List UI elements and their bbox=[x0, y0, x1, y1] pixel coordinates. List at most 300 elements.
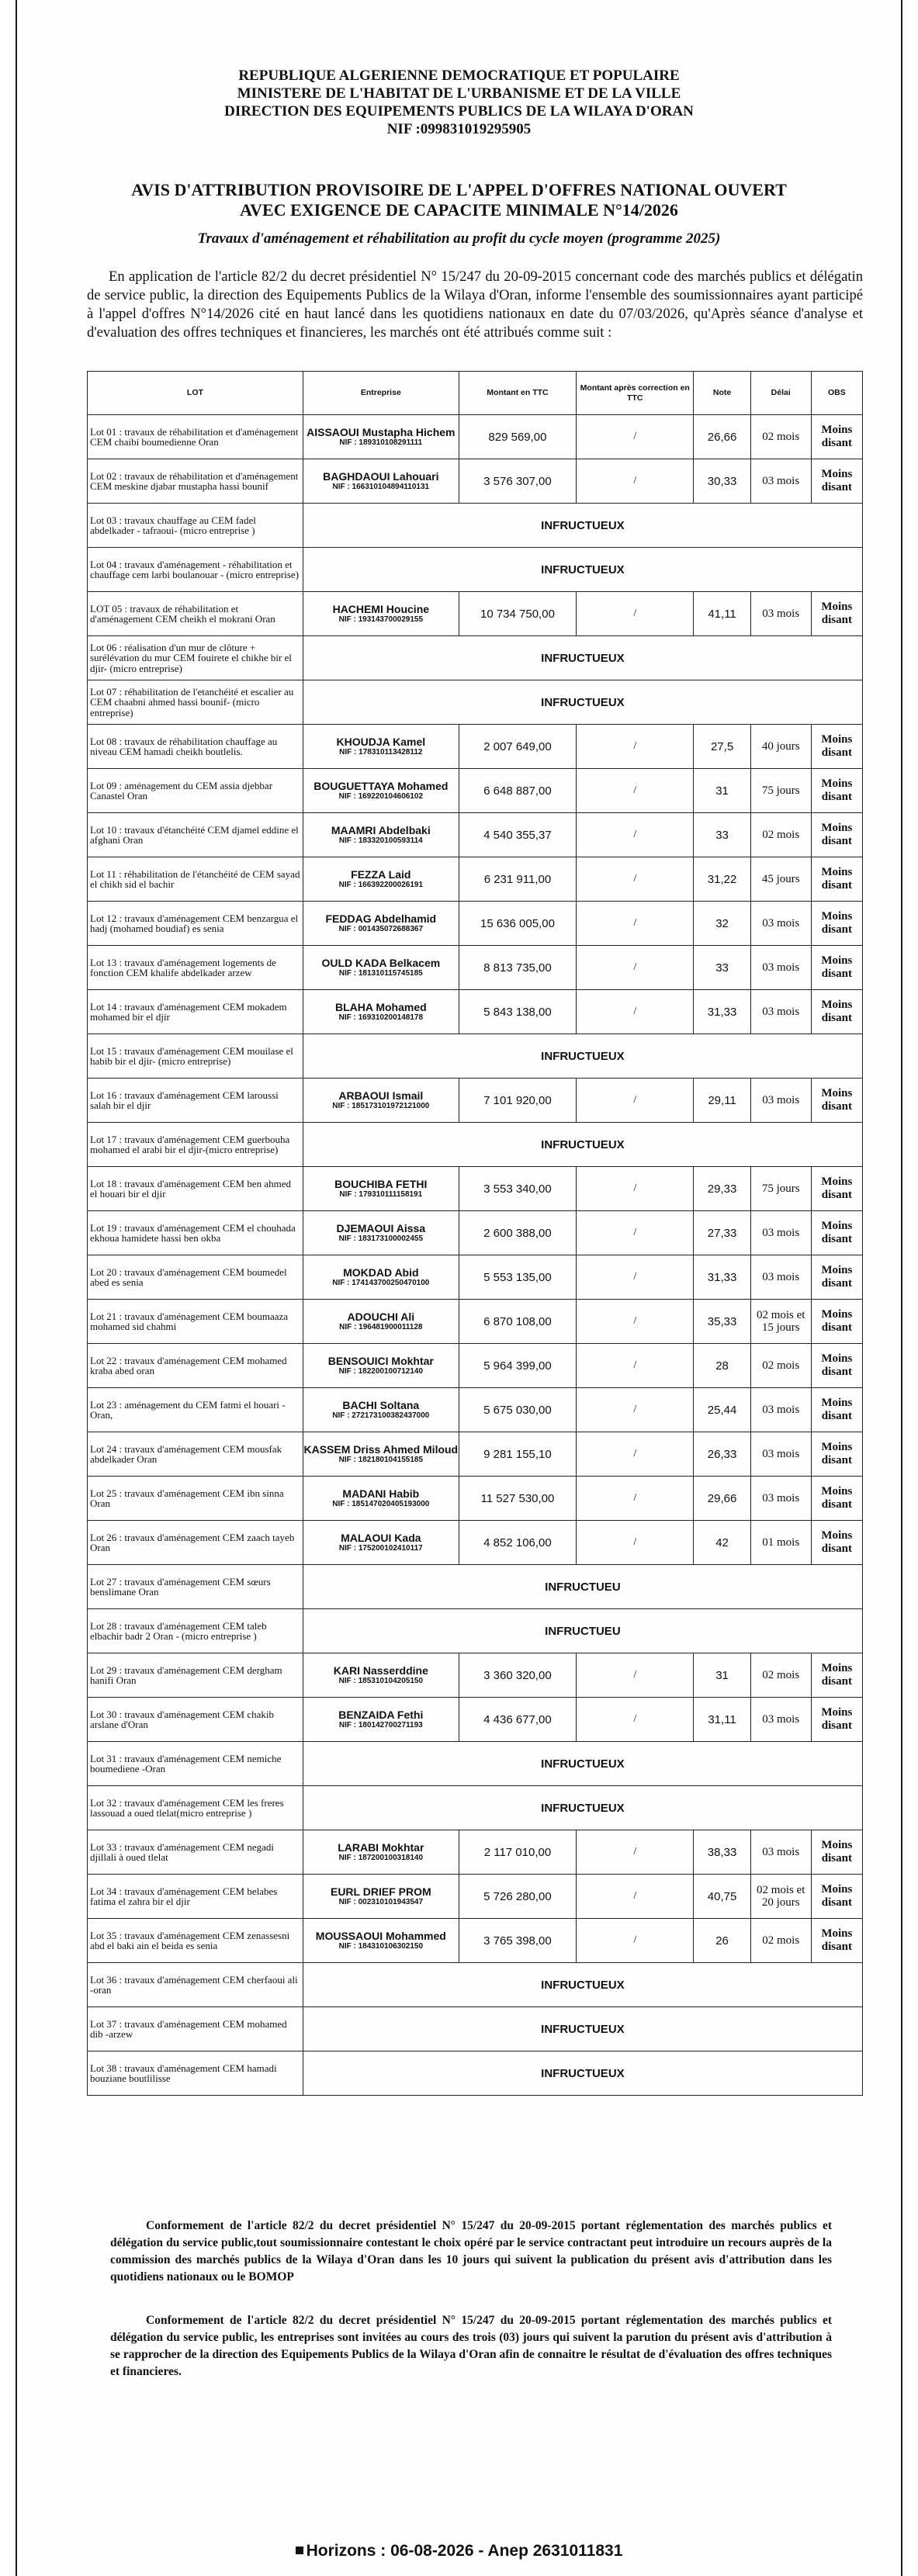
montant-cell: 4 852 106,00 bbox=[459, 1521, 576, 1565]
evaluation-paragraph: Conformement de l'article 82/2 du decret présidentiel N° 15/247 du 20-09-2015 portant réglementation des marchés publics et délégation du service public, les entreprises sont invitées au cours des trois (03) jours qui suivent la parution du présent avis d'attribution à se rapprocher de la direction des Equipements Publics de la Wilaya d'Oran afin de connaitre le résultat de d'évaluation des offres techniques et financieres. bbox=[110, 2314, 832, 2378]
lot-description: Lot 34 : travaux d'aménagement CEM belabes fatima el zahra bir el djir bbox=[88, 1875, 303, 1919]
note-cell: 31,11 bbox=[694, 1698, 750, 1742]
entreprise-nif: NIF : 189310108291111 bbox=[339, 438, 423, 447]
table-row bbox=[88, 1388, 863, 1432]
entreprise-cell bbox=[303, 459, 459, 504]
avis-title bbox=[17, 180, 901, 220]
obs-cell: Moins disant bbox=[811, 1167, 862, 1211]
montant-cell: 3 765 398,00 bbox=[459, 1919, 576, 1963]
correction-cell: / bbox=[577, 1919, 694, 1963]
correction-cell: / bbox=[577, 725, 694, 769]
delai-cell: 02 mois bbox=[750, 1653, 811, 1698]
entreprise-nif: NIF : 182200100712140 bbox=[338, 1367, 424, 1376]
entreprise-name: ARBAOUI Ismail bbox=[338, 1089, 424, 1102]
entreprise-nif: NIF : 174143700250470100 bbox=[332, 1279, 430, 1287]
table-row bbox=[88, 592, 863, 636]
table-row bbox=[88, 1742, 863, 1786]
lot-description: Lot 36 : travaux d'aménagement CEM cherfaoui ali -oran bbox=[88, 1963, 303, 2007]
table-row bbox=[88, 1255, 863, 1300]
table-row bbox=[88, 1521, 863, 1565]
obs-cell: Moins disant bbox=[811, 1079, 862, 1123]
entreprise-name: MALAOUI Kada bbox=[341, 1532, 421, 1544]
lot-description: Lot 23 : aménagement du CEM fatmi el houari -Oran, bbox=[88, 1388, 303, 1432]
recours-paragraph: Conformement de l'article 82/2 du decret présidentiel N° 15/247 du 20-09-2015 portant réglementation des marchés publics et délégation du service public,tout soumissionnaire contestant le choix opéré par le service contractant peut introduire un recours auprès de la commission des marchés publics de la Wilaya d'Oran dans les 10 jours qui suivent la publication du présent avis d'attribution dans les quotidiens nationaux ou le BOMOP bbox=[110, 2219, 832, 2283]
delai-cell: 02 mois bbox=[750, 1344, 811, 1388]
avis-title-line1: AVIS D'ATTRIBUTION PROVISOIRE DE L'APPEL D'OFFRES NATIONAL OUVERT bbox=[131, 180, 787, 199]
entreprise-nif: NIF : 187200100318140 bbox=[338, 1854, 424, 1862]
entreprise-nif: NIF : 184310106302150 bbox=[338, 1942, 424, 1951]
entreprise-cell bbox=[303, 769, 459, 813]
ministry-line: MINISTERE DE L'HABITAT DE L'URBANISME ET DE LA VILLE bbox=[237, 85, 681, 102]
montant-cell: 9 281 155,10 bbox=[459, 1432, 576, 1477]
table-row bbox=[88, 1344, 863, 1388]
montant-cell: 11 527 530,00 bbox=[459, 1477, 576, 1521]
entreprise-name: KARI Nasserddine bbox=[333, 1664, 428, 1677]
note-cell: 27,5 bbox=[694, 725, 750, 769]
delai-cell: 75 jours bbox=[750, 769, 811, 813]
montant-cell: 3 360 320,00 bbox=[459, 1653, 576, 1698]
lot-description: Lot 10 : travaux d'étanchéité CEM djamel eddine el afghani Oran bbox=[88, 813, 303, 857]
header-entreprise: Entreprise bbox=[303, 372, 459, 415]
note-cell: 25,44 bbox=[694, 1388, 750, 1432]
lot-description: Lot 18 : travaux d'aménagement CEM ben ahmed el houari bir el djir bbox=[88, 1167, 303, 1211]
obs-cell: Moins disant bbox=[811, 990, 862, 1034]
header-delai: Délai bbox=[750, 372, 811, 415]
entreprise-nif: NIF : 185147020405193000 bbox=[332, 1500, 430, 1508]
note-cell: 29,66 bbox=[694, 1477, 750, 1521]
note-cell: 26,33 bbox=[694, 1432, 750, 1477]
entreprise-cell bbox=[303, 1830, 459, 1875]
entreprise-nif: NIF : 166392200026191 bbox=[338, 881, 424, 889]
lot-description: Lot 24 : travaux d'aménagement CEM mousfak abdelkader Oran bbox=[88, 1432, 303, 1477]
entreprise-name: BOUCHIBA FETHI bbox=[334, 1178, 428, 1190]
obs-cell: Moins disant bbox=[811, 592, 862, 636]
header-obs: OBS bbox=[811, 372, 862, 415]
correction-cell: / bbox=[577, 902, 694, 946]
note-cell: 31,33 bbox=[694, 1255, 750, 1300]
entreprise-name: ADOUCHI Ali bbox=[347, 1311, 415, 1323]
entreprise-name: FEDDAG Abdelhamid bbox=[325, 912, 437, 925]
lot-description: Lot 32 : travaux d'aménagement CEM les freres lassouad a oued tlelat(micro entreprise ) bbox=[88, 1786, 303, 1830]
table-row bbox=[88, 946, 863, 990]
lot-description: Lot 14 : travaux d'aménagement CEM mokadem mohamed bir el djir bbox=[88, 990, 303, 1034]
delai-cell: 03 mois bbox=[750, 1477, 811, 1521]
note-cell: 35,33 bbox=[694, 1300, 750, 1344]
table-row bbox=[88, 769, 863, 813]
delai-cell: 03 mois bbox=[750, 946, 811, 990]
entreprise-cell bbox=[303, 902, 459, 946]
infructueux-cell: INFRUCTUEUX bbox=[303, 1963, 862, 2007]
correction-cell: / bbox=[577, 990, 694, 1034]
correction-cell: / bbox=[577, 1211, 694, 1255]
table-row bbox=[88, 2051, 863, 2096]
entreprise-cell bbox=[303, 946, 459, 990]
delai-cell: 03 mois bbox=[750, 990, 811, 1034]
infructueux-cell: INFRUCTUEU bbox=[303, 1609, 862, 1653]
infructueux-cell: INFRUCTUEUX bbox=[303, 680, 862, 725]
entreprise-nif: NIF : 179310111158191 bbox=[339, 1190, 423, 1199]
entreprise-nif: NIF : 166310104894110131 bbox=[332, 483, 430, 491]
entreprise-nif: NIF : 196481900011128 bbox=[339, 1323, 423, 1331]
obs-cell: Moins disant bbox=[811, 1875, 862, 1919]
entreprise-cell bbox=[303, 1255, 459, 1300]
correction-cell: / bbox=[577, 857, 694, 902]
obs-cell: Moins disant bbox=[811, 1477, 862, 1521]
infructueux-cell: INFRUCTUEUX bbox=[303, 2007, 862, 2051]
lots-table bbox=[87, 371, 863, 2096]
lot-description: Lot 04 : travaux d'aménagement - réhabilitation et chauffage cem larbi boulanouar - (micro entreprise) bbox=[88, 548, 303, 592]
note-cell: 29,11 bbox=[694, 1079, 750, 1123]
correction-cell: / bbox=[577, 1432, 694, 1477]
entreprise-name: MADANI Habib bbox=[342, 1487, 420, 1500]
entreprise-cell bbox=[303, 1388, 459, 1432]
entreprise-name: BLAHA Mohamed bbox=[334, 1001, 427, 1013]
table-row bbox=[88, 990, 863, 1034]
entreprise-name: LARABI Mokhtar bbox=[338, 1841, 424, 1854]
delai-cell: 03 mois bbox=[750, 1698, 811, 1742]
lot-description: Lot 02 : travaux de réhabilitation et d'aménagement CEM meskine djabar mustapha hassi bounif bbox=[88, 459, 303, 504]
delai-cell: 03 mois bbox=[750, 1432, 811, 1477]
table-row bbox=[88, 857, 863, 902]
note-cell: 33 bbox=[694, 946, 750, 990]
table-row bbox=[88, 1875, 863, 1919]
correction-cell: / bbox=[577, 1830, 694, 1875]
table-row bbox=[88, 1167, 863, 1211]
header-montant: Montant en TTC bbox=[459, 372, 576, 415]
table-row bbox=[88, 1432, 863, 1477]
note-cell: 40,75 bbox=[694, 1875, 750, 1919]
entreprise-name: MOUSSAOUI Mohammed bbox=[315, 1930, 446, 1942]
table-row bbox=[88, 2007, 863, 2051]
entreprise-cell bbox=[303, 1211, 459, 1255]
delai-cell: 03 mois bbox=[750, 902, 811, 946]
entreprise-cell bbox=[303, 725, 459, 769]
note-cell: 26 bbox=[694, 1919, 750, 1963]
intro-paragraph: En application de l'article 82/2 du decret présidentiel N° 15/247 du 20-09-2015 concernant code des marchés publics et délégatin de service public, la direction des Equipements Publics de la Wilaya d'Oran, informe l'ensemble des soumissionnaires ayant participé à l'appel d'offres N°14/2026 cité en haut lancé dans les quotidiens nationaux en date du 07/03/2026, qu'Après séance d'analyse et d'evaluation des offres techniques et financieres, les marchés ont été attribués comme suit : bbox=[87, 268, 863, 341]
entreprise-nif: NIF : 178310113428112 bbox=[339, 748, 423, 757]
montant-cell: 2 600 388,00 bbox=[459, 1211, 576, 1255]
table-row bbox=[88, 1609, 863, 1653]
delai-cell: 03 mois bbox=[750, 1388, 811, 1432]
table-row bbox=[88, 1300, 863, 1344]
entreprise-nif: NIF : 175200102410117 bbox=[338, 1544, 423, 1553]
montant-cell: 8 813 735,00 bbox=[459, 946, 576, 990]
entreprise-cell bbox=[303, 1698, 459, 1742]
entreprise-nif: NIF : 002310101943547 bbox=[338, 1898, 424, 1906]
note-cell: 26,66 bbox=[694, 415, 750, 459]
delai-cell: 02 mois bbox=[750, 1919, 811, 1963]
note-cell: 31,22 bbox=[694, 857, 750, 902]
obs-cell: Moins disant bbox=[811, 1919, 862, 1963]
correction-cell: / bbox=[577, 1521, 694, 1565]
entreprise-name: OULD KADA Belkacem bbox=[321, 957, 441, 969]
correction-cell: / bbox=[577, 946, 694, 990]
lot-description: Lot 25 : travaux d'aménagement CEM ibn sinna Oran bbox=[88, 1477, 303, 1521]
delai-cell: 02 mois bbox=[750, 415, 811, 459]
avis-title-line2: AVEC EXIGENCE DE CAPACITE MINIMALE N°14/2026 bbox=[240, 200, 678, 220]
montant-cell: 15 636 005,00 bbox=[459, 902, 576, 946]
montant-cell: 3 553 340,00 bbox=[459, 1167, 576, 1211]
obs-cell: Moins disant bbox=[811, 1653, 862, 1698]
entreprise-nif: NIF : 169220104606102 bbox=[338, 792, 424, 801]
correction-cell: / bbox=[577, 813, 694, 857]
entreprise-name: MOKDAD Abid bbox=[343, 1266, 419, 1279]
table-row bbox=[88, 548, 863, 592]
montant-cell: 6 231 911,00 bbox=[459, 857, 576, 902]
note-cell: 38,33 bbox=[694, 1830, 750, 1875]
montant-cell: 4 436 677,00 bbox=[459, 1698, 576, 1742]
announcement-page bbox=[16, 0, 902, 2576]
lot-description: Lot 22 : travaux d'aménagement CEM mohamed kraba abed oran bbox=[88, 1344, 303, 1388]
entreprise-cell bbox=[303, 592, 459, 636]
correction-cell: / bbox=[577, 459, 694, 504]
entreprise-cell bbox=[303, 1875, 459, 1919]
entreprise-name: EURL DRIEF PROM bbox=[330, 1885, 431, 1898]
correction-cell: / bbox=[577, 1875, 694, 1919]
entreprise-cell bbox=[303, 1344, 459, 1388]
note-cell: 27,33 bbox=[694, 1211, 750, 1255]
entreprise-cell bbox=[303, 1653, 459, 1698]
montant-cell: 829 569,00 bbox=[459, 415, 576, 459]
publication-reference: Horizons : 06-08-2026 - Anep 2631011831 bbox=[306, 2542, 623, 2560]
header-correction: Montant après correction en TTC bbox=[577, 372, 694, 415]
table-row bbox=[88, 504, 863, 548]
lot-description: Lot 30 : travaux d'aménagement CEM chakib arslane d'Oran bbox=[88, 1698, 303, 1742]
entreprise-nif: NIF : 185310104205150 bbox=[338, 1677, 424, 1685]
obs-cell: Moins disant bbox=[811, 725, 862, 769]
correction-cell: / bbox=[577, 769, 694, 813]
lot-description: Lot 20 : travaux d'aménagement CEM boumedel abed es senia bbox=[88, 1255, 303, 1300]
delai-cell: 75 jours bbox=[750, 1167, 811, 1211]
delai-cell: 03 mois bbox=[750, 592, 811, 636]
bullet-square-icon bbox=[296, 2547, 303, 2554]
lot-description: Lot 35 : travaux d'aménagement CEM zenassesni abd el baki ain el beida es senia bbox=[88, 1919, 303, 1963]
correction-cell: / bbox=[577, 1079, 694, 1123]
lot-description: Lot 16 : travaux d'aménagement CEM laroussi salah bir el djir bbox=[88, 1079, 303, 1123]
entreprise-nif: NIF : 180142700271193 bbox=[338, 1721, 423, 1729]
entreprise-name: FEZZA Laid bbox=[351, 868, 411, 881]
entreprise-cell bbox=[303, 1079, 459, 1123]
direction-line: DIRECTION DES EQUIPEMENTS PUBLICS DE LA WILAYA D'ORAN bbox=[224, 103, 694, 119]
table-row bbox=[88, 1034, 863, 1079]
lot-description: Lot 33 : travaux d'aménagement CEM negadi djillali à oued tlelat bbox=[88, 1830, 303, 1875]
entreprise-cell bbox=[303, 813, 459, 857]
montant-cell: 5 675 030,00 bbox=[459, 1388, 576, 1432]
note-cell: 32 bbox=[694, 902, 750, 946]
obs-cell: Moins disant bbox=[811, 1521, 862, 1565]
table-row bbox=[88, 1698, 863, 1742]
lot-description: Lot 19 : travaux d'aménagement CEM el chouhada ekhoua hamidete hassi ben okba bbox=[88, 1211, 303, 1255]
table-row bbox=[88, 1211, 863, 1255]
infructueux-cell: INFRUCTUEUX bbox=[303, 504, 862, 548]
entreprise-name: BOUGUETTAYA Mohamed bbox=[314, 780, 449, 792]
delai-cell: 02 mois et 20 jours bbox=[750, 1875, 811, 1919]
entreprise-nif: NIF : 183173100002455 bbox=[338, 1234, 424, 1243]
entreprise-cell bbox=[303, 1432, 459, 1477]
lot-description: Lot 08 : travaux de réhabilitation chauffage au niveau CEM hamadi cheikh boutlelis. bbox=[88, 725, 303, 769]
table-header-row bbox=[88, 372, 863, 415]
entreprise-nif: NIF : 193143700029155 bbox=[338, 615, 424, 624]
table-row bbox=[88, 813, 863, 857]
lot-description: Lot 28 : travaux d'aménagement CEM taleb elbachir badr 2 Oran - (micro entreprise ) bbox=[88, 1609, 303, 1653]
obs-cell: Moins disant bbox=[811, 1432, 862, 1477]
lot-description: Lot 21 : travaux d'aménagement CEM boumaaza mohamed sid chahmi bbox=[88, 1300, 303, 1344]
delai-cell: 02 mois et 15 jours bbox=[750, 1300, 811, 1344]
montant-cell: 10 734 750,00 bbox=[459, 592, 576, 636]
montant-cell: 2 117 010,00 bbox=[459, 1830, 576, 1875]
note-cell: 29,33 bbox=[694, 1167, 750, 1211]
entreprise-cell bbox=[303, 1477, 459, 1521]
infructueux-cell: INFRUCTUEUX bbox=[303, 1742, 862, 1786]
montant-cell: 5 843 138,00 bbox=[459, 990, 576, 1034]
delai-cell: 03 mois bbox=[750, 459, 811, 504]
obs-cell: Moins disant bbox=[811, 1388, 862, 1432]
lot-description: Lot 09 : aménagement du CEM assia djebbar Canastel Oran bbox=[88, 769, 303, 813]
note-cell: 31 bbox=[694, 1653, 750, 1698]
obs-cell: Moins disant bbox=[811, 1344, 862, 1388]
table-row bbox=[88, 1123, 863, 1167]
obs-cell: Moins disant bbox=[811, 1300, 862, 1344]
entreprise-cell bbox=[303, 1521, 459, 1565]
entreprise-nif: NIF : 185173101972121000 bbox=[332, 1102, 430, 1110]
infructueux-cell: INFRUCTUEUX bbox=[303, 548, 862, 592]
table-row bbox=[88, 1830, 863, 1875]
lot-description: Lot 01 : travaux de réhabilitation et d'aménagement CEM chaibi boumedienne Oran bbox=[88, 415, 303, 459]
delai-cell: 45 jours bbox=[750, 857, 811, 902]
montant-cell: 5 553 135,00 bbox=[459, 1255, 576, 1300]
correction-cell: / bbox=[577, 1344, 694, 1388]
entreprise-name: BAGHDAOUI Lahouari bbox=[323, 470, 439, 483]
correction-cell: / bbox=[577, 1167, 694, 1211]
lot-description: Lot 31 : travaux d'aménagement CEM nemiche boumediene -Oran bbox=[88, 1742, 303, 1786]
delai-cell: 03 mois bbox=[750, 1255, 811, 1300]
table-row bbox=[88, 1963, 863, 2007]
lot-description: Lot 11 : réhabilitation de l'étanchéité de CEM sayad el chikh sid el bachir bbox=[88, 857, 303, 902]
entreprise-nif: NIF : 272173100382437000 bbox=[332, 1411, 430, 1420]
entreprise-cell bbox=[303, 1300, 459, 1344]
note-cell: 31,33 bbox=[694, 990, 750, 1034]
obs-cell: Moins disant bbox=[811, 857, 862, 902]
entreprise-name: AISSAOUI Mustapha Hichem bbox=[307, 426, 456, 438]
entreprise-nif: NIF : 182180104155185 bbox=[338, 1456, 424, 1464]
note-cell: 28 bbox=[694, 1344, 750, 1388]
entreprise-cell bbox=[303, 415, 459, 459]
montant-cell: 4 540 355,37 bbox=[459, 813, 576, 857]
table-row bbox=[88, 415, 863, 459]
delai-cell: 03 mois bbox=[750, 1211, 811, 1255]
note-cell: 30,33 bbox=[694, 459, 750, 504]
delai-cell: 01 mois bbox=[750, 1521, 811, 1565]
obs-cell: Moins disant bbox=[811, 769, 862, 813]
entreprise-cell bbox=[303, 1919, 459, 1963]
entreprise-name: BACHI Soltana bbox=[342, 1399, 420, 1411]
infructueux-cell: INFRUCTUEUX bbox=[303, 1123, 862, 1167]
entreprise-name: KHOUDJA Kamel bbox=[336, 736, 426, 748]
lot-description: Lot 03 : travaux chauffage au CEM fadel abdelkader - tafraoui- (micro entreprise ) bbox=[88, 504, 303, 548]
montant-cell: 2 007 649,00 bbox=[459, 725, 576, 769]
note-cell: 42 bbox=[694, 1521, 750, 1565]
obs-cell: Moins disant bbox=[811, 459, 862, 504]
correction-cell: / bbox=[577, 1388, 694, 1432]
project-subtitle: Travaux d'aménagement et réhabilitation au profit du cycle moyen (programme 2025) bbox=[197, 230, 721, 247]
lot-description: Lot 17 : travaux d'aménagement CEM guerbouha mohamed el arabi bir el djir-(micro entreprise) bbox=[88, 1123, 303, 1167]
correction-cell: / bbox=[577, 1653, 694, 1698]
obs-cell: Moins disant bbox=[811, 1211, 862, 1255]
infructueux-cell: INFRUCTUEU bbox=[303, 1565, 862, 1609]
infructueux-cell: INFRUCTUEUX bbox=[303, 1034, 862, 1079]
lot-description: Lot 13 : travaux d'aménagement logements de fonction CEM khalife abdelkader arzew bbox=[88, 946, 303, 990]
note-cell: 41,11 bbox=[694, 592, 750, 636]
lot-description: Lot 15 : travaux d'aménagement CEM mouilase el habib bir el djir- (micro entreprise) bbox=[88, 1034, 303, 1079]
montant-cell: 7 101 920,00 bbox=[459, 1079, 576, 1123]
note-cell: 31 bbox=[694, 769, 750, 813]
nif-line: NIF :099831019295905 bbox=[386, 121, 532, 137]
table-row bbox=[88, 1477, 863, 1521]
lot-description: Lot 12 : travaux d'aménagement CEM benzargua el hadj (mohamed boudiaf) es senia bbox=[88, 902, 303, 946]
montant-cell: 6 870 108,00 bbox=[459, 1300, 576, 1344]
note-cell: 33 bbox=[694, 813, 750, 857]
entreprise-nif: NIF : 181310115745185 bbox=[338, 969, 423, 978]
montant-cell: 5 726 280,00 bbox=[459, 1875, 576, 1919]
obs-cell: Moins disant bbox=[811, 946, 862, 990]
lots-table-body bbox=[88, 415, 863, 2096]
correction-cell: / bbox=[577, 1477, 694, 1521]
lot-description: Lot 29 : travaux d'aménagement CEM dergham hanifi Oran bbox=[88, 1653, 303, 1698]
entreprise-name: HACHEMI Houcine bbox=[332, 603, 430, 615]
lot-description: Lot 07 : réhabilitation de l'etanchéité et escalier au CEM chaabni ahmed hassi bounif- (micro entreprise) bbox=[88, 680, 303, 725]
table-row bbox=[88, 459, 863, 504]
table-row bbox=[88, 636, 863, 680]
table-row bbox=[88, 680, 863, 725]
infructueux-cell: INFRUCTUEUX bbox=[303, 636, 862, 680]
infructueux-cell: INFRUCTUEUX bbox=[303, 2051, 862, 2096]
obs-cell: Moins disant bbox=[811, 1830, 862, 1875]
header-note: Note bbox=[694, 372, 750, 415]
table-row bbox=[88, 1919, 863, 1963]
lot-description: Lot 27 : travaux d'aménagement CEM sœurs benslimane Oran bbox=[88, 1565, 303, 1609]
lot-description: Lot 37 : travaux d'aménagement CEM mohamed dib -arzew bbox=[88, 2007, 303, 2051]
table-row bbox=[88, 902, 863, 946]
montant-cell: 6 648 887,00 bbox=[459, 769, 576, 813]
lot-description: Lot 06 : réalisation d'un mur de clôture + surélévation du mur CEM fouirete el chikhe bir el djir- (micro entreprise) bbox=[88, 636, 303, 680]
entreprise-name: KASSEM Driss Ahmed Miloud bbox=[303, 1443, 459, 1456]
montant-cell: 5 964 399,00 bbox=[459, 1344, 576, 1388]
obs-cell: Moins disant bbox=[811, 902, 862, 946]
correction-cell: / bbox=[577, 1300, 694, 1344]
table-row bbox=[88, 1565, 863, 1609]
lot-description: LOT 05 : travaux de réhabilitation et d'aménagement CEM cheikh el mokrani Oran bbox=[88, 592, 303, 636]
entreprise-cell bbox=[303, 990, 459, 1034]
entreprise-name: BENZAIDA Fethi bbox=[338, 1709, 424, 1721]
delai-cell: 03 mois bbox=[750, 1079, 811, 1123]
lot-description: Lot 26 : travaux d'aménagement CEM zaach tayeb Oran bbox=[88, 1521, 303, 1565]
entreprise-name: DJEMAOUI Aissa bbox=[336, 1222, 426, 1234]
obs-cell: Moins disant bbox=[811, 1698, 862, 1742]
republic-line: REPUBLIQUE ALGERIENNE DEMOCRATIQUE ET POPULAIRE bbox=[238, 68, 680, 84]
correction-cell: / bbox=[577, 592, 694, 636]
delai-cell: 40 jours bbox=[750, 725, 811, 769]
entreprise-nif: NIF : 183320100593114 bbox=[338, 836, 423, 845]
table-row bbox=[88, 1786, 863, 1830]
obs-cell: Moins disant bbox=[811, 1255, 862, 1300]
entreprise-cell bbox=[303, 857, 459, 902]
table-row bbox=[88, 725, 863, 769]
obs-cell: Moins disant bbox=[811, 813, 862, 857]
entreprise-name: MAAMRI Abdelbaki bbox=[331, 824, 431, 836]
ministry-header bbox=[17, 67, 901, 138]
infructueux-cell: INFRUCTUEUX bbox=[303, 1786, 862, 1830]
entreprise-cell bbox=[303, 1167, 459, 1211]
